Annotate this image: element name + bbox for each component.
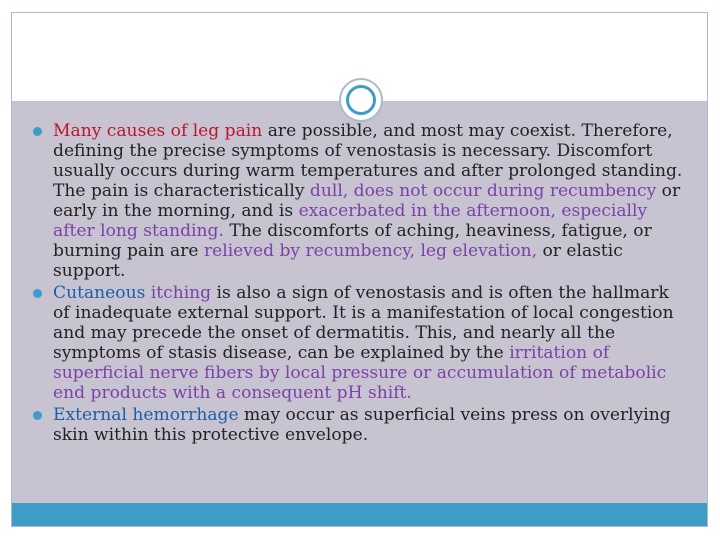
highlight-text: dull, does not occur during recumbency [309, 181, 657, 201]
highlight-text: Cutaneous [53, 283, 151, 303]
body-text: or elastic support. [53, 241, 623, 281]
body-text: are possible, and most may coexist. Therefore, defining the precise symptoms of venostasis is necessary. Discomfort usually occurs during warm temperatures and after prolonged standing. The pain is characteristically [53, 121, 683, 201]
body-text: The discomforts of aching, heaviness, fatigue, or burning pain are [53, 221, 652, 261]
bullet-item-hemorrhage [33, 405, 688, 445]
highlight-text: irritation of superficial nerve fibers by local pressure or accumulation of metabolic end products with a consequent pH shift. [53, 343, 667, 403]
bullet-dot-icon [33, 411, 42, 420]
bullet-dot-icon [33, 127, 42, 136]
highlight-text: Many causes of leg pain [53, 121, 263, 141]
highlight-text: itching [150, 283, 212, 303]
bullet-item-leg-pain [33, 121, 688, 281]
bullet-list [33, 121, 688, 447]
footer-bar [12, 503, 707, 526]
body-text: may occur as superficial veins press on overlying skin within this protective envelope. [53, 405, 671, 445]
body-text: is also a sign of venostasis and is often the hallmark of inadequate external support. It is a manifestation of local congestion and may precede the onset of dermatitis. This, and nearly all the symptoms of stasis disease, can be explained by the [53, 283, 674, 363]
body-text: or early in the morning, and is [53, 181, 681, 221]
highlight-text: exacerbated in the afternoon, especially after long standing. [53, 201, 648, 241]
bullet-item-itching [33, 283, 688, 403]
circle-ornament-inner [346, 85, 376, 115]
highlight-text: External hemorrhage [53, 405, 239, 425]
circle-ornament-icon [339, 78, 383, 122]
highlight-text: relieved by recumbency, leg elevation, [203, 241, 538, 261]
bullet-dot-icon [33, 289, 42, 298]
